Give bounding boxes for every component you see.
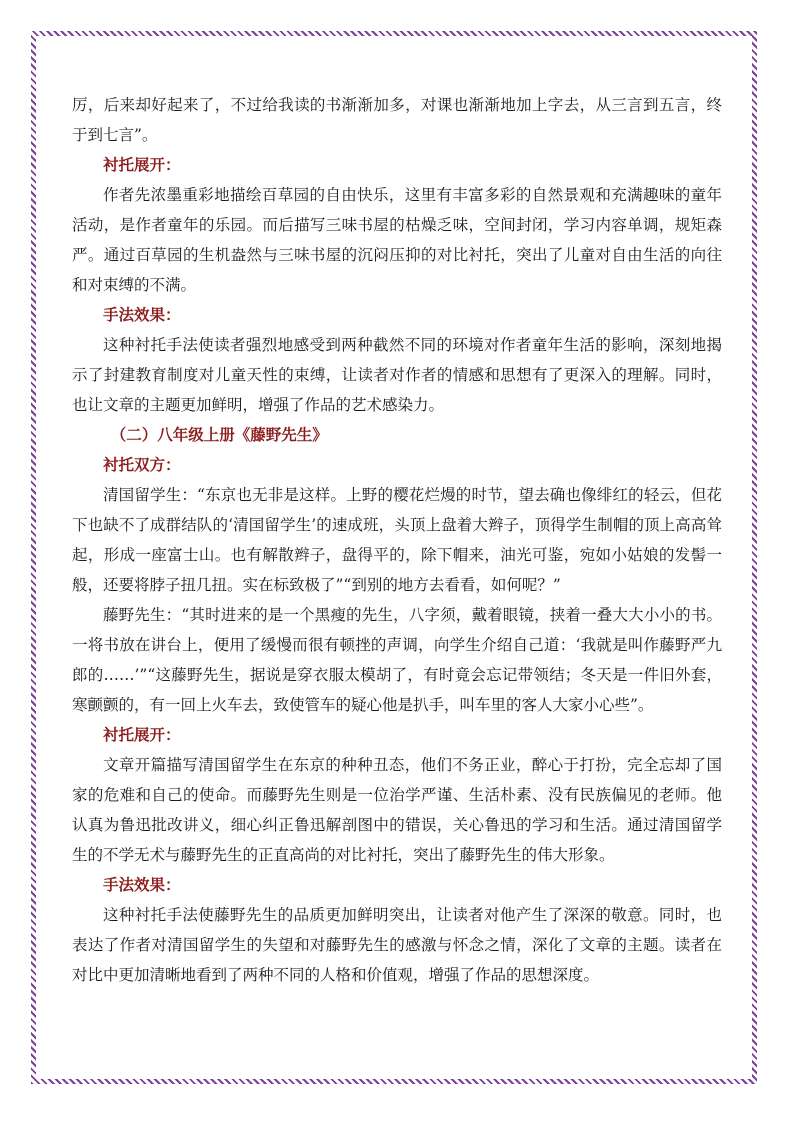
heading-contrast-development: 衬托展开：: [103, 155, 181, 174]
heading-technique-effect: 手法效果：: [103, 875, 181, 894]
paragraph: 这种衬托手法使读者强烈地感受到两种截然不同的环境对作者童年生活的影响，深刻地揭示了封建教育制度对儿童天性的束缚，让读者对作者的情感和思想有了更深入的理解。同时，也让文章的主题更加鲜明，增强了作品的艺术感染力。: [72, 336, 722, 414]
heading-contrast-development: 衬托展开：: [103, 725, 181, 744]
heading-contrast-parties: 衬托双方：: [103, 455, 181, 474]
continued-paragraph: 厉，后来却好起来了，不过给我读的书渐渐加多，对课也渐渐地加上字去，从三言到五言，终于到七言”。: [72, 96, 722, 144]
paragraph: 文章开篇描写清国留学生在东京的种种丑态，他们不务正业，醉心于打扮，完全忘却了国家的危难和自己的使命。而藤野先生则是一位治学严谨、生活朴素、没有民族偏见的老师。他认真为鲁迅批改讲义，细心纠正鲁迅解剖图中的错误，关心鲁迅的学习和生活。通过清国留学生的不学无术与藤野先生的正直高尚的对比衬托，突出了藤野先生的伟大形象。: [72, 756, 722, 864]
heading-technique-effect: 手法效果：: [103, 305, 181, 324]
document-body: [72, 90, 722, 990]
paragraph: 这种衬托手法使藤野先生的品质更加鲜明突出，让读者对他产生了深深的敬意。同时，也表达了作者对清国留学生的失望和对藤野先生的感激与怀念之情，深化了文章的主题。读者在对比中更加清晰地看到了两种不同的人格和价值观，增强了作品的思想深度。: [72, 906, 722, 984]
paragraph: 藤野先生：“其时进来的是一个黑瘦的先生，八字须，戴着眼镜，挟着一叠大大小小的书。一将书放在讲台上，便用了缓慢而很有顿挫的声调，向学生介绍自己道：‘我就是叫作藤野严九郎的……’”“这藤野先生，据说是穿衣服太模胡了，有时竟会忘记带领结；冬天是一件旧外套，寒颤颤的，有一回上火车去，致使管车的疑心他是扒手，叫车里的客人大家小心些”。: [72, 606, 722, 714]
section-heading: （二）八年级上册《藤野先生》: [110, 425, 328, 444]
paragraph: 作者先浓墨重彩地描绘百草园的自由快乐，这里有丰富多彩的自然景观和充满趣味的童年活动，是作者童年的乐园。而后描写三味书屋的枯燥乏味，空间封闭，学习内容单调，规矩森严。通过百草园的生机盎然与三味书屋的沉闷压抑的对比衬托，突出了儿童对自由生活的向往和对束缚的不满。: [72, 186, 722, 294]
paragraph: 清国留学生：“东京也无非是这样。上野的樱花烂熳的时节，望去确也像绯红的轻云，但花下也缺不了成群结队的‘清国留学生’的速成班，头顶上盘着大辫子，顶得学生制帽的顶上高高耸起，形成一座富士山。也有解散辫子，盘得平的，除下帽来，油光可鉴，宛如小姑娘的发髻一般，还要将脖子扭几扭。实在标致极了”“到别的地方去看看，如何呢？”: [72, 486, 722, 594]
